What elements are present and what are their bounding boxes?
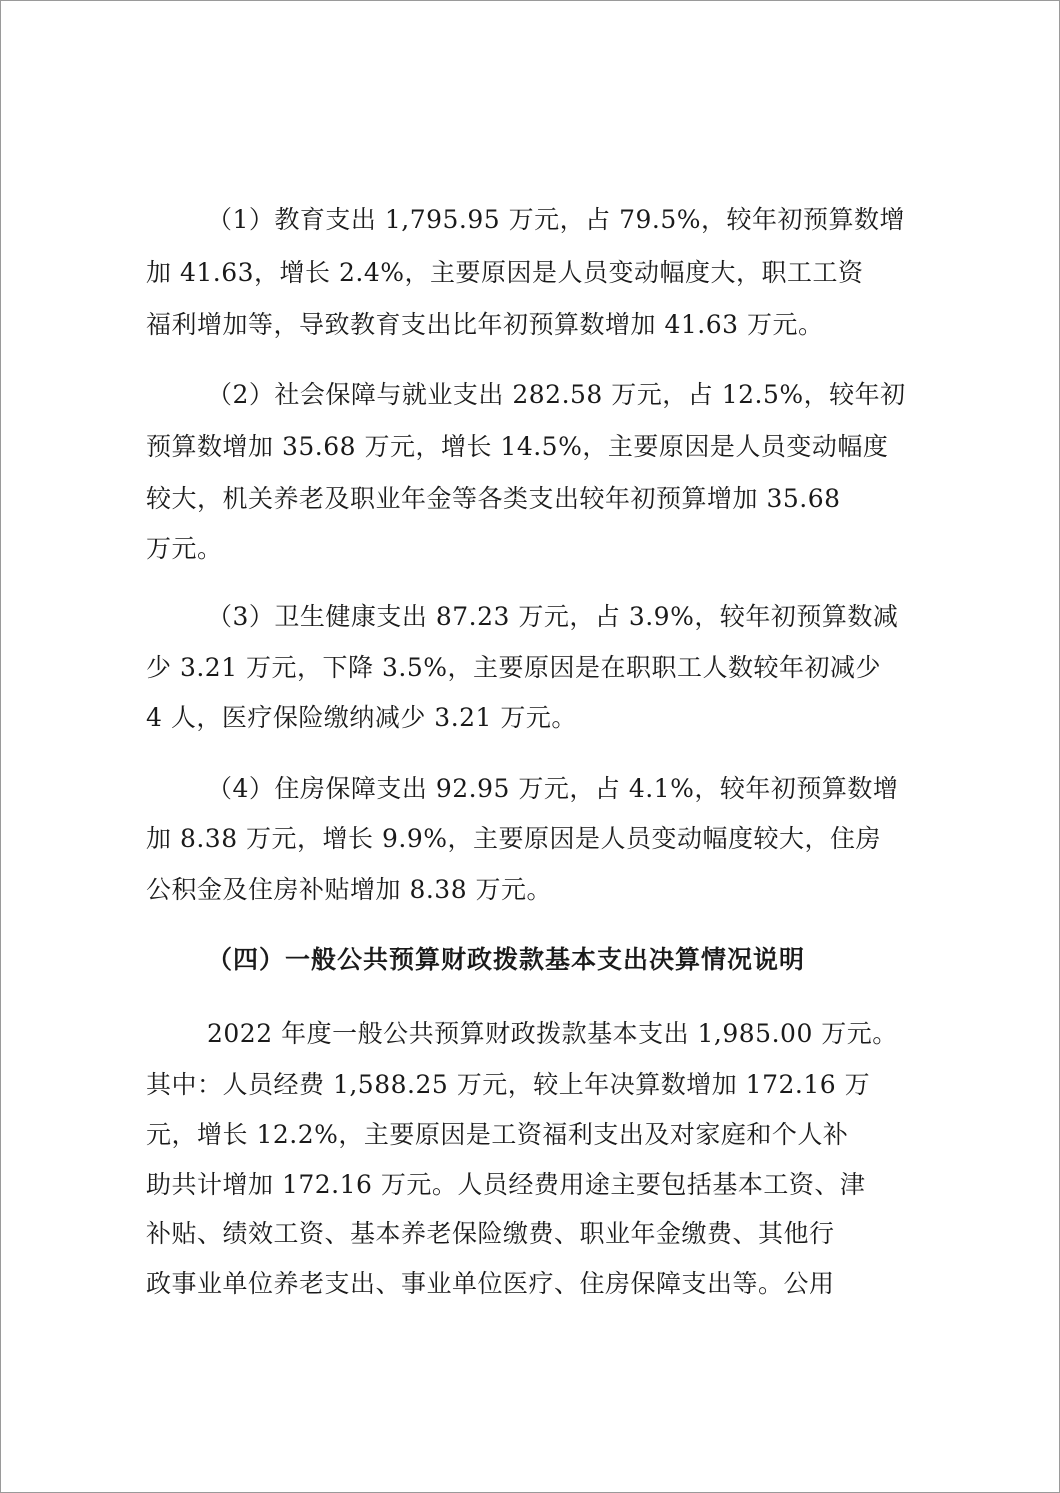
paragraph-line: 政事业单位养老支出、事业单位医疗、住房保障支出等。公用 — [146, 1269, 835, 1298]
paragraph-line: 助共计增加 172.16 万元。人员经费用途主要包括基本工资、津 — [146, 1170, 866, 1199]
paragraph-line: 万元。 — [146, 534, 223, 563]
paragraph-line: 预算数增加 35.68 万元，增长 14.5%，主要原因是人员变动幅度 — [146, 432, 889, 461]
paragraph-line: 元，增长 12.2%，主要原因是工资福利支出及对家庭和个人补 — [146, 1120, 849, 1149]
paragraph-line: 4 人，医疗保险缴纳减少 3.21 万元。 — [146, 703, 577, 732]
paragraph-line: 公积金及住房补贴增加 8.38 万元。 — [146, 875, 553, 904]
paragraph-line: （3）卫生健康支出 87.23 万元，占 3.9%，较年初预算数减 — [207, 602, 899, 631]
paragraph-line: 其中：人员经费 1,588.25 万元，较上年决算数增加 172.16 万 — [146, 1070, 871, 1099]
paragraph-line: 福利增加等，导致教育支出比年初预算数增加 41.63 万元。 — [146, 310, 824, 339]
paragraph-line: （2）社会保障与就业支出 282.58 万元，占 12.5%，较年初 — [207, 380, 906, 409]
paragraph-line: 少 3.21 万元，下降 3.5%，主要原因是在职职工人数较年初减少 — [146, 653, 882, 682]
paragraph-line: （1）教育支出 1,795.95 万元，占 79.5%，较年初预算数增 — [207, 205, 905, 234]
paragraph-line: （4）住房保障支出 92.95 万元，占 4.1%，较年初预算数增 — [207, 774, 899, 803]
paragraph-line: 较大，机关养老及职业年金等各类支出较年初预算增加 35.68 — [146, 484, 841, 513]
paragraph-line: 加 41.63，增长 2.4%，主要原因是人员变动幅度大，职工工资 — [146, 258, 864, 287]
section-heading: （四）一般公共预算财政拨款基本支出决算情况说明 — [207, 945, 806, 974]
paragraph-line: 补贴、绩效工资、基本养老保险缴费、职业年金缴费、其他行 — [146, 1219, 835, 1248]
paragraph-line: 2022 年度一般公共预算财政拨款基本支出 1,985.00 万元。 — [207, 1019, 898, 1048]
paragraph-line: 加 8.38 万元，增长 9.9%，主要原因是人员变动幅度较大，住房 — [146, 824, 882, 853]
